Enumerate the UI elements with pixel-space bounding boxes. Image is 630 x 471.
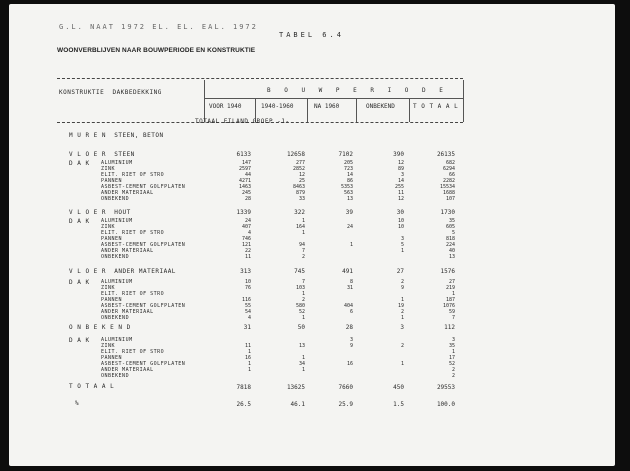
block-total-na1960: 7102: [338, 151, 353, 158]
block-total-1940-1960: 745: [294, 268, 305, 275]
totaal-na1960: 7660: [338, 384, 353, 391]
wall-header: M U R E N STEEN, BETON: [69, 132, 164, 139]
block-total-totaal: 1576: [440, 268, 455, 275]
totaal-label: T O T A A L: [69, 383, 115, 390]
col-header-totaal: T O T A A L: [413, 103, 459, 110]
col-header-na-1960: NA 1960: [314, 103, 340, 110]
section-title: TOTAAL EILAND GROEP -1-: [195, 118, 290, 125]
row-label-header: KONSTRUKTIE DAKBEDEKKING: [59, 89, 162, 96]
bouwperiode-header: B O U W P E R I O D E: [267, 87, 448, 94]
block-wall-label: V L O E R STEEN: [69, 151, 135, 158]
block-total-onbekend: 27: [396, 268, 404, 275]
header-divider: [463, 80, 464, 122]
header-col-divider: [356, 98, 357, 122]
dak-label: D A K: [69, 218, 90, 225]
dak-label: D A K: [69, 279, 90, 286]
block-total-onbekend: 390: [393, 151, 404, 158]
totaal-totaal: 29553: [436, 384, 455, 391]
table-number: TABEL 6.4: [279, 31, 344, 39]
col-header-voor-1940: VOOR 1940: [209, 103, 242, 110]
header-top-line: G.L. NAAT 1972 EL. EL. EAL. 1972: [59, 23, 258, 31]
block-total-totaal: 112: [444, 324, 455, 331]
block-total-onbekend: 3: [400, 324, 404, 331]
block-total-voor1940: 1339: [236, 209, 251, 216]
header-divider: [204, 80, 205, 122]
totaal-1940-1960: 13625: [286, 384, 305, 391]
page-title: WOONVERBLIJVEN NAAR BOUWPERIODE EN KONSTRUKTIE: [57, 47, 256, 54]
block-total-voor1940: 31: [243, 324, 251, 331]
dak-label: D A K: [69, 337, 90, 344]
col-header-1940-1960: 1940-1960: [261, 103, 294, 110]
block-wall-label: V L O E R ANDER MATERIAAL: [69, 268, 176, 275]
document-page: G.L. NAAT 1972 EL. EL. EAL. 1972 TABEL 6.4 WOONVERBLIJVEN NAAR BOUWPERIODE EN KONSTRUKTIE KONSTRUKTIE DAKBEDEKKING B O U W P E R I O D E VOOR 1940 1940-1960 NA 1960 ONBEKEND T O T A A L TOTAAL EILAND GROEP -1- M U R E N STEEN, BETON V L O E R STEEN 6133 12658 7102 390 26135 D A K ALUMINIUM 147 277 205 12 682 ZINK 2597 2852 723 89 6294 ELIT. RIET OF STRO 44 12 14 3 66 PANNEN 4271 25 86 14 2282 ASBEST-CEMENT GOLFPLATEN 1463 8463 5353 255 15534 ANDER MATERIAAL 245 879 563 11 1688 ONBEKEND 28 33 13 12 107 V L O E R HOUT 1339 322 39 30 1730 D A K ALUMINIUM 24 1 10 35 ZINK 407 164 24 10 605 ELIT. RIET OF STRO 4 1 5 PANNEN 746 3 818 ASBEST-CEMENT GOLFPLATEN 121 94 1 5 224 ANDER MATERIAAL 22 7 1 40 ONBEKEND 11 2 13 V L O E R ANDER MATERIAAL 313 745 491 27 1576 D A K ALUMINIUM 10 7 8 2 27 ZINK 76 103 31 9 219 ELIT. RIET OF STRO 1 1 PANNEN 116 2 1 187 ASBEST-CEMENT GOLFPLATEN 55 580 404 19 1076 ANDER MATERIAAL 54 52 6 2 59 ONBEKEND 4 1 1 7 O N B E K E N D 31 50 28 3 112 D A K ALUMINIUM 3 3 ZINK 11 13 9 2 35 ELIT. RIET OF STRO 1 1 PANNEN 16 1 17 ASBEST-CEMENT GOLFPLATEN 1 34 16 1 52 ANDER MATERIAAL 1 1 2 ONBEKEND 2 T O T A A L 7818 13625 7660 450 29553 % 26.5 46.1 25.9 1.5 100.0: [9, 4, 615, 466]
header-top-rule: [57, 78, 463, 79]
block-total-1940-1960: 50: [297, 324, 305, 331]
block-total-na1960: 28: [345, 324, 353, 331]
percent-totaal: 100.0: [436, 401, 455, 408]
header-col-divider: [409, 98, 410, 122]
percent-na1960: 25.9: [338, 401, 353, 408]
totaal-voor1940: 7818: [236, 384, 251, 391]
block-total-na1960: 39: [345, 209, 353, 216]
block-total-totaal: 26135: [436, 151, 455, 158]
block-total-voor1940: 313: [240, 268, 251, 275]
header-col-divider: [307, 98, 308, 122]
dak-label: D A K: [69, 160, 90, 167]
block-total-voor1940: 6133: [236, 151, 251, 158]
percent-onbekend: 1.5: [393, 401, 404, 408]
block-total-1940-1960: 322: [294, 209, 305, 216]
block-total-na1960: 491: [342, 268, 353, 275]
totaal-onbekend: 450: [393, 384, 404, 391]
percent-label: %: [75, 400, 79, 407]
percent-voor1940: 26.5: [236, 401, 251, 408]
block-wall-label: O N B E K E N D: [69, 324, 131, 331]
block-total-onbekend: 30: [396, 209, 404, 216]
header-mid-rule: [204, 98, 463, 99]
block-wall-label: V L O E R HOUT: [69, 209, 131, 216]
block-total-totaal: 1730: [440, 209, 455, 216]
col-header-onbekend: ONBEKEND: [366, 103, 395, 110]
percent-1940-1960: 46.1: [290, 401, 305, 408]
block-total-1940-1960: 12658: [286, 151, 305, 158]
